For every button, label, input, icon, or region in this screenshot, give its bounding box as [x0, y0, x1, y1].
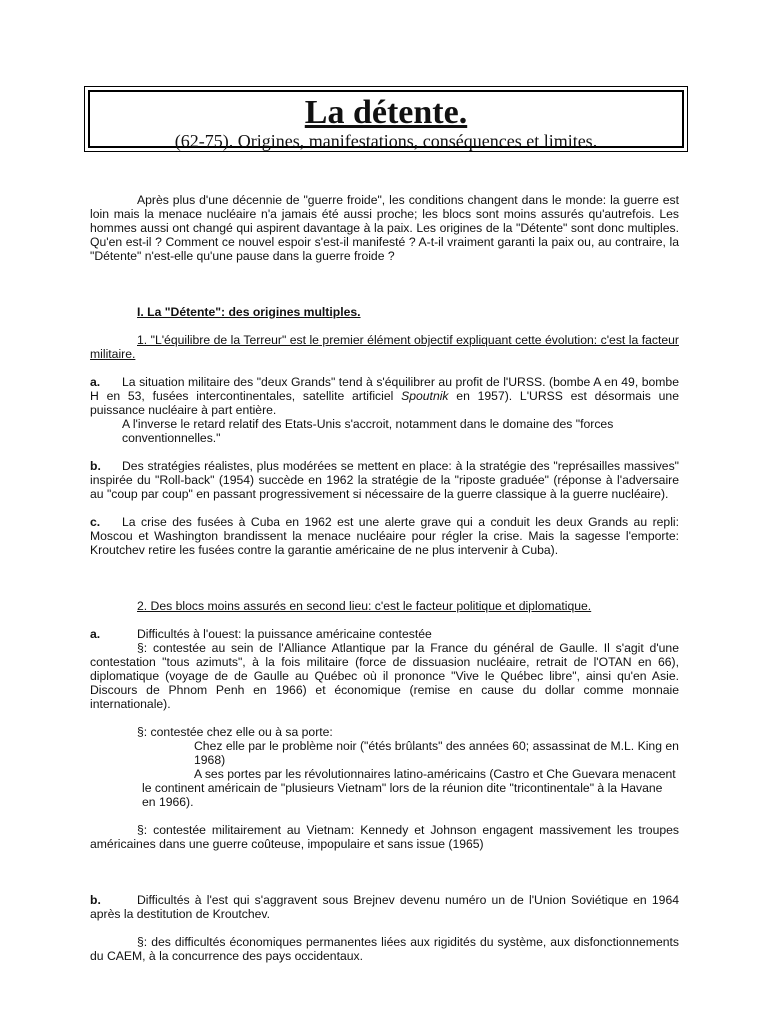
item-label: c.: [90, 515, 101, 529]
item-label: b.: [90, 459, 101, 473]
part2-b-title: b. Difficultés à l'est qui s'aggravent sous Brejnev devenu numéro un de l'Union Soviétique en 1964 après la destitution de Kroutchev.: [90, 893, 679, 921]
page-title: La détente.: [304, 94, 468, 131]
part2-a-paragraph1: §: contestée au sein de l'Alliance Atlantique par la France du général de Gaulle. Il s'agit d'une contestation "tous azimuts", à la fois militaire (force de dissuasion nucléaire, retrait de l'OTAN en 66), diplomatique (voyage de de Gaulle au Québec où il prononce "Vive le Québec libre", ainsi qu'en Asie. Discours de Phnom Penh en 1966) et économique (remise en cause du dollar comme monnaie internationale).: [90, 641, 679, 711]
part2-a-line2: A ses portes par les révolutionnaires latino-américains (Castro et Che Guevara menacent le continent américain de "plusieurs Vietnam" lors de la réunion dite "tricontinentale" à la Havane en 1966).: [142, 767, 676, 809]
item-label: a.: [90, 627, 101, 641]
part2-a-title: a. Difficultés à l'ouest: la puissance américaine contestée: [90, 627, 432, 641]
part2-b-paragraph1: §: des difficultés économiques permanentes liées aux rigidités du système, aux disfonctionnements du CAEM, à la concurrence des pays occidentaux.: [90, 935, 679, 963]
part2-a-line1: Chez elle par le problème noir ("étés brûlants" des années 60; assassinat de M.L. King en 1968): [194, 739, 679, 767]
document-body: [90, 193, 679, 963]
part1-a-continuation: A l'inverse le retard relatif des Etats-Unis s'accroit, notamment dans le domaine des "forces conventionnelles.": [122, 417, 614, 445]
part1-b-paragraph: b. Des stratégies réalistes, plus modérées se mettent en place: à la stratégie des "représailles massives" inspirée du "Roll-back" (1954) succède en 1962 la stratégie de la "riposte graduée" (réponse à l'adversaire au "coup par coup" en passant progressivement si nécessaire de la guerre classique à la guerre nucléaire).: [90, 459, 679, 501]
item-label: b.: [90, 893, 101, 907]
part2-heading: 2. Des blocs moins assurés en second lieu: c'est le facteur politique et diplomatique.: [137, 599, 592, 613]
part2-a-paragraph2: §: contestée chez elle ou à sa porte:: [137, 725, 333, 739]
part1-a-paragraph: a. La situation militaire des "deux Grands" tend à s'équilibrer au profit de l'URSS. (bombe A en 49, bombe H en 53, fusées intercontinentales, satellite artificiel Spoutnik en 1957). L'URSS est désormais une puissance nucléaire à part entière.: [90, 375, 679, 417]
title-frame: [84, 86, 688, 152]
part1-c-paragraph: c. La crise des fusées à Cuba en 1962 est une alerte grave qui a conduit les deux Grands au repli: Moscou et Washington brandissent la menace nucléaire pour régler la crise. Mais la sagesse l'emporte: Kroutchev retire les fusées contre la garantie américaine de ne plus intervenir à Cuba).: [90, 515, 679, 557]
section1-heading: I. La "Détente": des origines multiples.: [137, 305, 361, 319]
intro-paragraph: Après plus d'une décennie de "guerre froide", les conditions changent dans le monde: la guerre est loin mais la menace nucléaire n'a jamais été aussi proche; les blocs sont moins assurés qu'autrefois. Les hommes aussi ont changé qui aspirent davantage à la paix. Les origines de la "Détente" sont donc multiples. Qu'en est-il ? Comment ce nouvel espoir s'est-il manifesté ? A-t-il vraiment garanti la paix ou, au contraire, la "Détente" n'est-elle qu'une pause dans la guerre froide ?: [90, 193, 679, 263]
part1-heading: 1. "L'équilibre de la Terreur" est le premier élément objectif expliquant cette évolution: c'est la facteur militaire.: [90, 333, 679, 361]
item-label: a.: [90, 375, 101, 389]
page-subtitle: (62-75). Origines, manifestations, conséquences et limites.: [174, 131, 598, 151]
part2-a-paragraph3: §: contestée militairement au Vietnam: Kennedy et Johnson engagent massivement les troupes américaines dans une guerre coûteuse, impopulaire et sans issue (1965): [90, 823, 679, 851]
title-frame-inner: [88, 90, 684, 151]
